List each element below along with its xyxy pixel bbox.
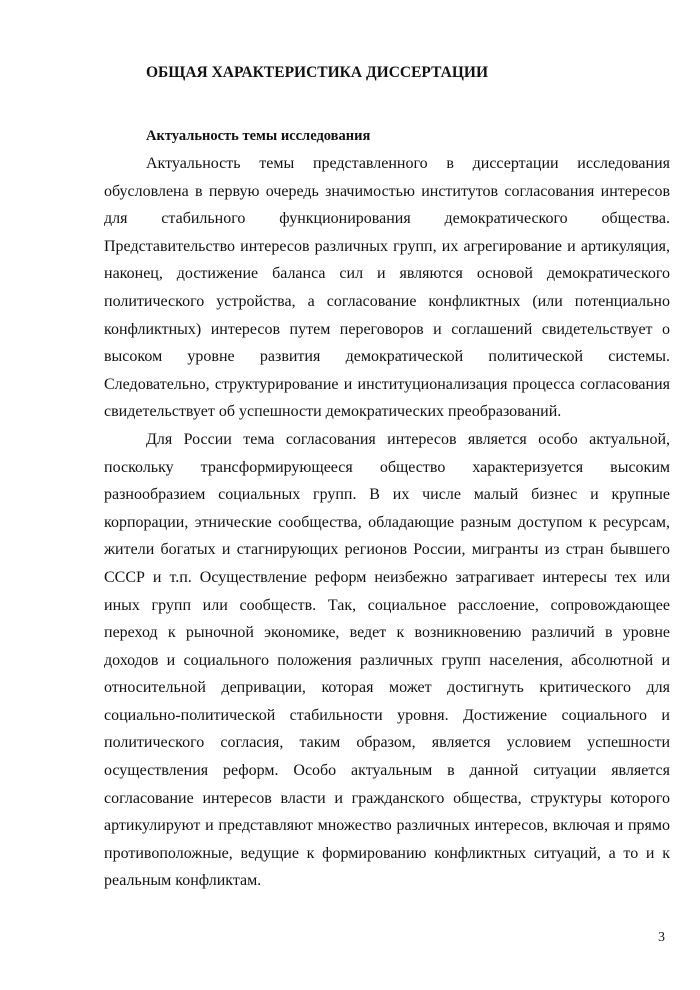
body-text [104, 150, 670, 895]
paragraph-2: Для России тема согласования интересов является особо актуальной, поскольку трансформирующееся общество характеризуется высоким разнообразием социальных групп. В их числе малый бизнес и крупные корпорации, этнические сообщества, обладающие разным доступом к ресурсам, жители богатых и стагнирующих регионов России, мигранты из стран бывшего СССР и т.п. Осуществление реформ неизбежно затрагивает интересы тех или иных групп или сообществ. Так, социальное расслоение, сопровождающее переход к рыночной экономике, ведет к возникновению различий в уровне доходов и социального положения различных групп населения, абсолютной и относительной депривации, которая может достигнуть критического для социально-политической стабильности уровня. Достижение социального и политического согласия, таким образом, является условием успешности осуществления реформ. Особо актуальным в данной ситуации является согласование интересов власти и гражданского общества, структуры которого артикулируют и представляют множество различных интересов, включая и прямо противоположные, ведущие к формированию конфликтных ситуаций, а то и к реальным конфликтам. [104, 430, 670, 890]
paragraph-1: Актуальность темы представленного в диссертации исследования обусловлена в первую очередь значимостью институтов согласования интересов для стабильного функционирования демократического общества. Представительство интересов различных групп, их агрегирование и артикуляция, наконец, достижение баланса сил и являются основой демократического политического устройства, а согласование конфликтных (или потенциально конфликтных) интересов путем переговоров и соглашений свидетельствует о высоком уровне развития демократической политической системы. Следовательно, структурирование и институционализация процесса согласования свидетельствует об успешности демократических преобразований. [104, 155, 670, 421]
document-title: ОБЩАЯ ХАРАКТЕРИСТИКА ДИССЕРТАЦИИ [146, 64, 489, 81]
section-heading: Актуальность темы исследования [146, 128, 371, 144]
page-number: 3 [658, 930, 665, 945]
